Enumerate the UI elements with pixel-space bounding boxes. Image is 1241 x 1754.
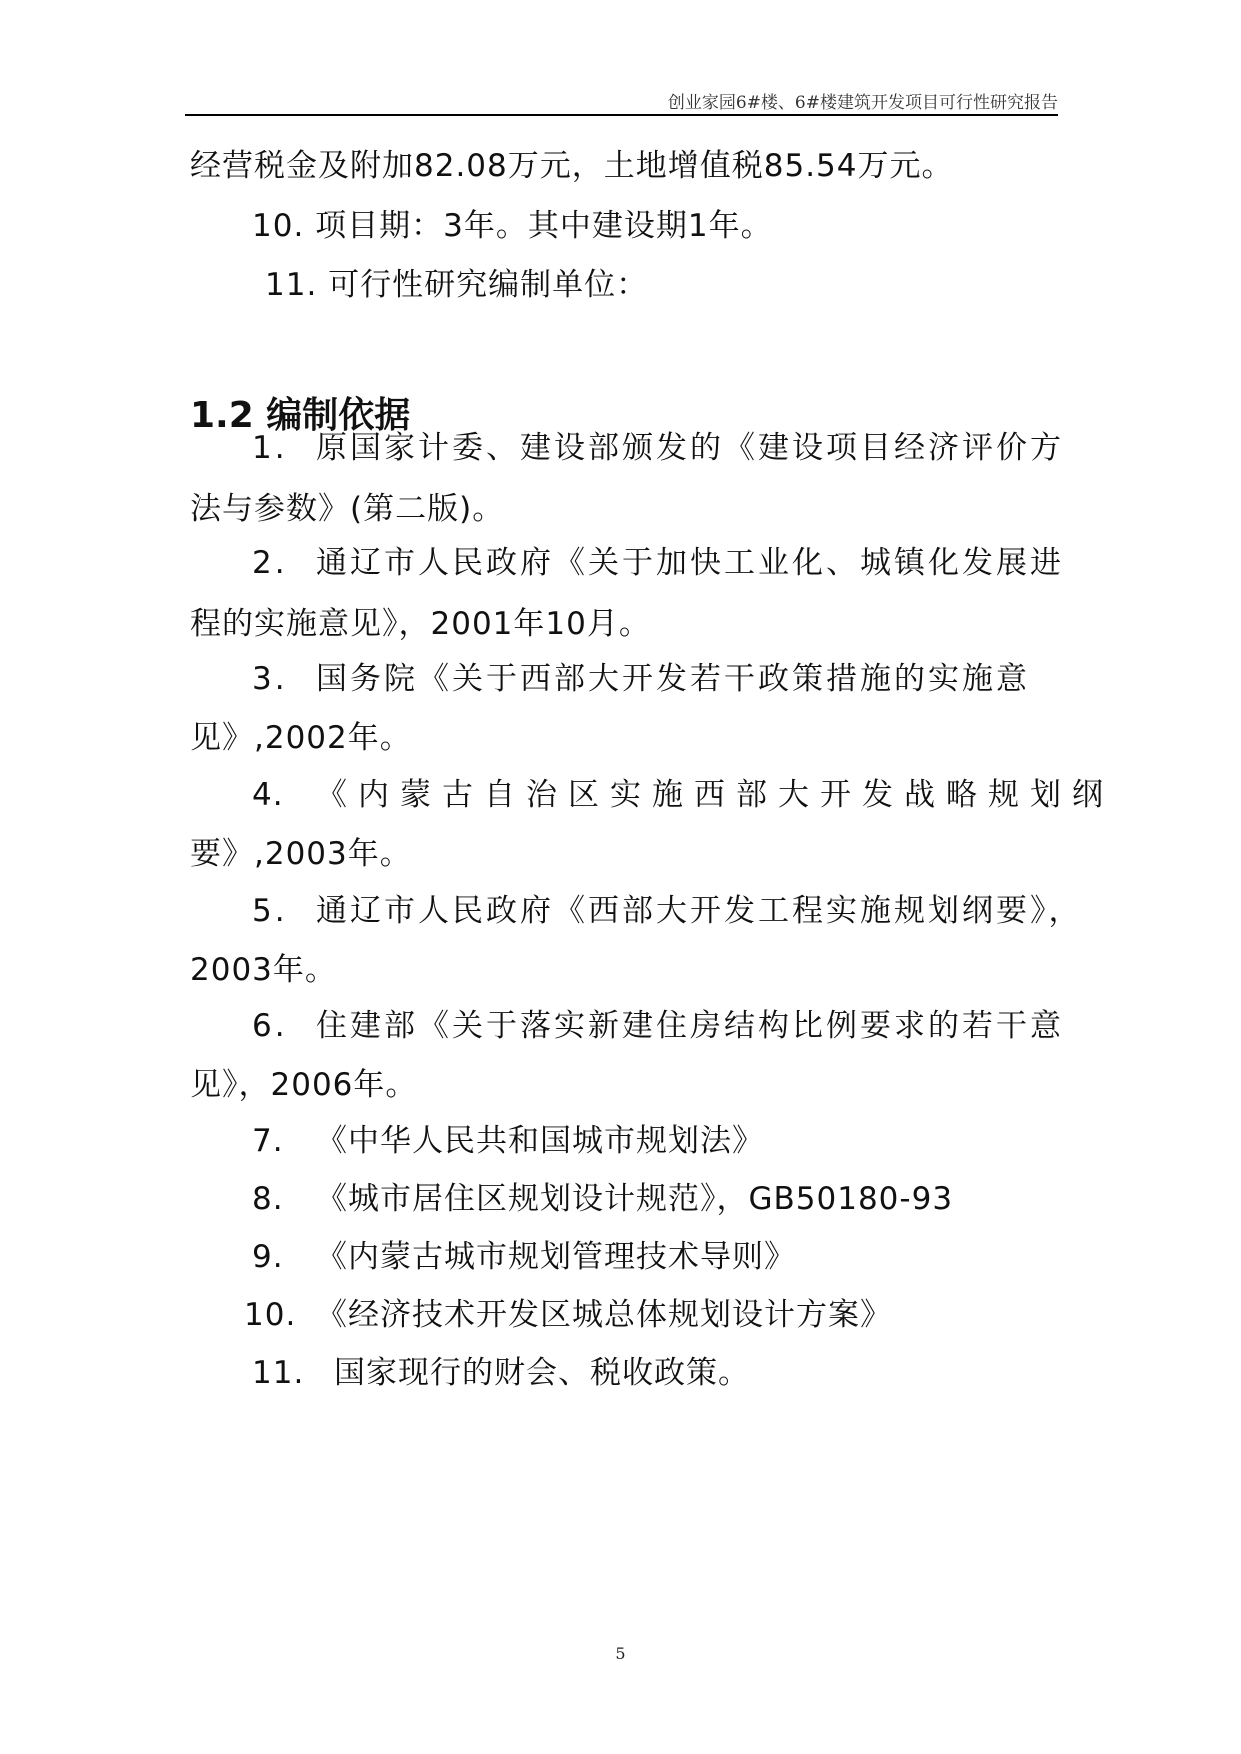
basis-item-9 bbox=[252, 1239, 796, 1275]
basis-item-number: 5. bbox=[252, 893, 288, 929]
basis-item-text: 通辽市人民政府《关于加快工业化、城镇化发展进 bbox=[316, 545, 1064, 581]
basis-item-number: 7. bbox=[252, 1123, 284, 1159]
intro-item-10: 10. 项目期：3年。其中建设期1年。 bbox=[252, 208, 773, 244]
basis-item-number: 4. bbox=[252, 777, 284, 813]
intro-tax-line: 经营税金及附加82.08万元，土地增值税85.54万元。 bbox=[190, 148, 954, 184]
basis-item-text: 《内蒙古自治区实施西部大开发战略规划纲 bbox=[316, 777, 1114, 813]
basis-item-4 bbox=[252, 777, 1114, 813]
basis-item-6-cont: 见》，2006年。 bbox=[190, 1067, 418, 1103]
basis-item-11 bbox=[252, 1355, 750, 1391]
page-number: 5 bbox=[615, 1644, 626, 1663]
basis-item-4-cont: 要》,2003年。 bbox=[190, 836, 412, 872]
basis-item-number: 3. bbox=[252, 661, 288, 697]
basis-item-text: 《内蒙古城市规划管理技术导则》 bbox=[316, 1239, 796, 1275]
basis-item-text: 《中华人民共和国城市规划法》 bbox=[316, 1123, 764, 1159]
basis-item-3 bbox=[252, 661, 1030, 697]
basis-item-number: 8. bbox=[252, 1181, 284, 1217]
basis-item-10 bbox=[244, 1297, 892, 1333]
basis-item-text: 国家现行的财会、税收政策。 bbox=[334, 1355, 750, 1391]
basis-item-text: 原国家计委、建设部颁发的《建设项目经济评价方 bbox=[316, 430, 1064, 466]
basis-item-number: 2. bbox=[252, 545, 288, 581]
basis-item-2 bbox=[252, 545, 1064, 581]
basis-item-number: 6. bbox=[252, 1008, 288, 1044]
section-heading: 1.2 编制依据 bbox=[190, 395, 411, 436]
basis-item-text: 《城市居住区规划设计规范》，GB50180-93 bbox=[316, 1181, 954, 1217]
basis-item-number: 9. bbox=[252, 1239, 284, 1275]
basis-item-number: 1. bbox=[252, 430, 288, 466]
basis-item-text: 住建部《关于落实新建住房结构比例要求的若干意 bbox=[316, 1008, 1064, 1044]
basis-item-5-cont: 2003年。 bbox=[190, 952, 337, 988]
basis-item-number: 10. bbox=[244, 1297, 297, 1333]
basis-item-1 bbox=[252, 430, 1064, 466]
basis-item-3-cont: 见》,2002年。 bbox=[190, 720, 412, 756]
basis-item-text: 通辽市人民政府《西部大开发工程实施规划纲要》， bbox=[316, 893, 1083, 929]
basis-item-8 bbox=[252, 1181, 954, 1217]
basis-item-text: 《经济技术开发区城总体规划设计方案》 bbox=[316, 1297, 892, 1333]
basis-item-text: 国务院《关于西部大开发若干政策措施的实施意 bbox=[316, 661, 1030, 697]
running-header: 创业家园6#楼、6#楼建筑开发项目可行性研究报告 bbox=[667, 93, 1058, 113]
intro-item-11: 11. 可行性研究编制单位： bbox=[265, 267, 649, 303]
basis-item-7 bbox=[252, 1123, 764, 1159]
basis-item-2-cont: 程的实施意见》，2001年10月。 bbox=[190, 606, 651, 642]
basis-item-number: 11. bbox=[252, 1355, 305, 1391]
header-rule bbox=[185, 114, 1058, 116]
basis-item-5 bbox=[252, 893, 1083, 929]
basis-item-1-cont: 法与参数》(第二版)。 bbox=[190, 491, 505, 527]
basis-item-6 bbox=[252, 1008, 1064, 1044]
